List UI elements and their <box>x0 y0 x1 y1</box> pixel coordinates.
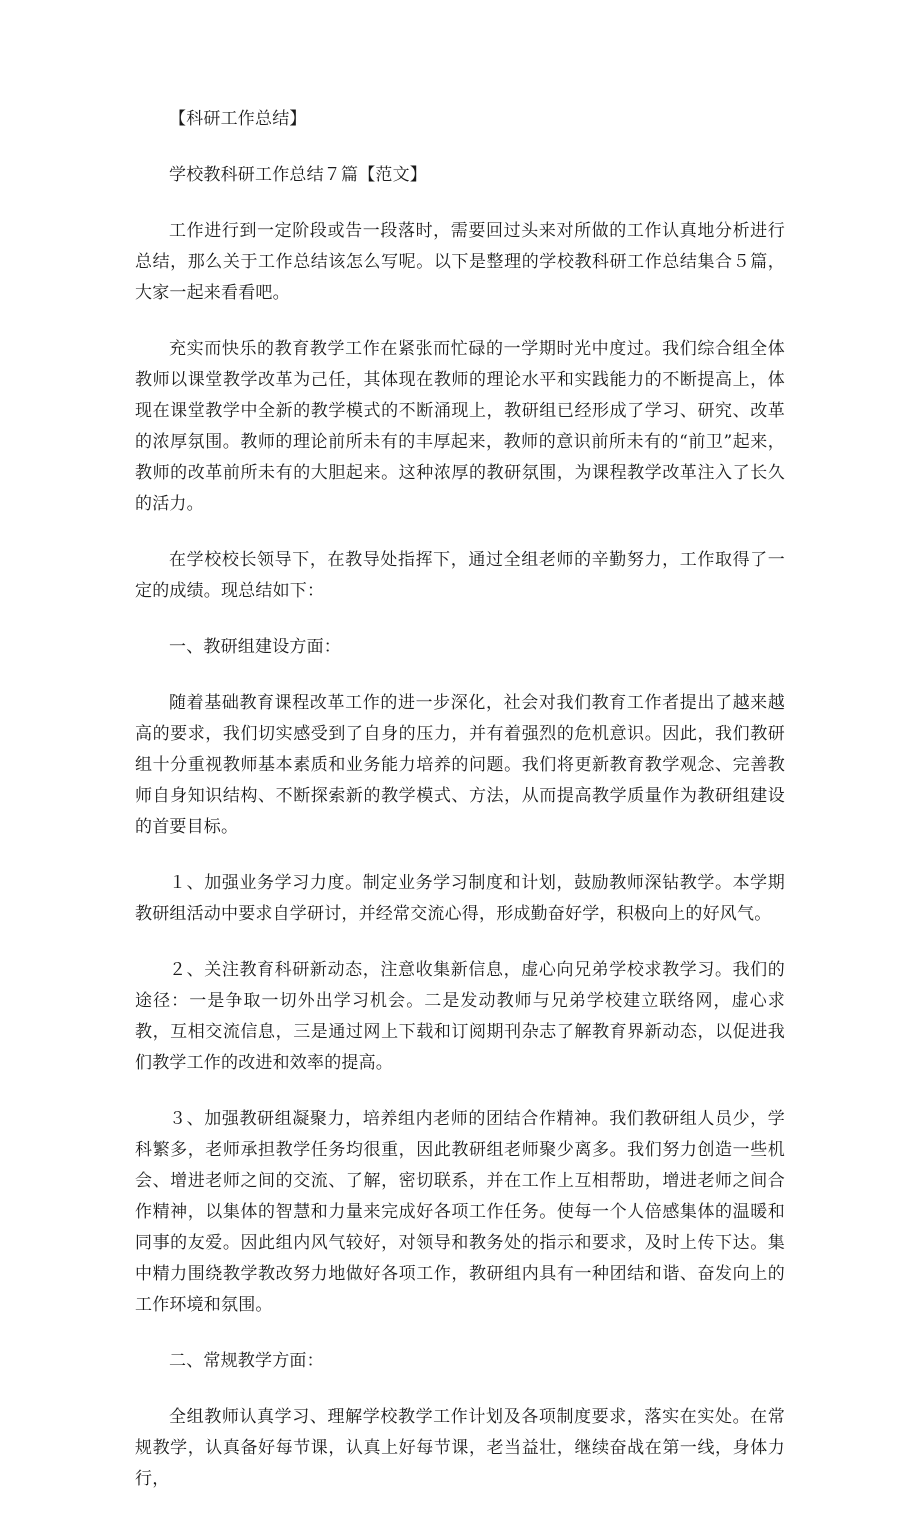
intro-paragraph: 工作进行到一定阶段或告一段落时，需要回过头来对所做的工作认真地分析进行总结，那么关于工作总结该怎么写呢。以下是整理的学校教科研工作总结集合５篇，大家一起来看看吧。 <box>135 221 785 303</box>
section-2-paragraph: 全组教师认真学习、理解学校教学工作计划及各项制度要求，落实在实处。在常规教学，认真备好每节课，认真上好每节课，老当益壮，继续奋战在第一线，身体力行， <box>135 1407 785 1489</box>
item-3-paragraph: ３、加强教研组凝聚力，培养组内老师的团结合作精神。我们教研组人员少，学科繁多，老师承担教学任务均很重，因此教研组老师聚少离多。我们努力创造一些机会、增进老师之间的交流、了解，密切联系，并在工作上互相帮助，增进老师之间合作精神，以集体的智慧和力量来完成好各项工作任务。使每一个人倍感集体的温暖和同事的友爱。因此组内风气较好，对领导和教务处的指示和要求，及时上传下达。集中精力围绕教学教改努力地做好各项工作，教研组内具有一种团结和谐、奋发向上的工作环境和氛围。 <box>135 1109 785 1315</box>
document-subtitle: 学校教科研工作总结７篇【范文】 <box>169 165 427 185</box>
document-body <box>135 104 785 1520</box>
section-1-paragraph: 随着基础教育课程改革工作的进一步深化，社会对我们教育工作者提出了越来越高的要求，我们切实感受到了自身的压力，并有着强烈的危机意识。因此，我们教研组十分重视教师基本素质和业务能力培养的问题。我们将更新教育教学观念、完善教师自身知识结构、不断探索新的教学模式、方法，从而提高教学质量作为教研组建设的首要目标。 <box>135 693 785 837</box>
category-title: 【科研工作总结】 <box>169 109 307 129</box>
item-2-paragraph: ２、关注教育科研新动态，注意收集新信息，虚心向兄弟学校求教学习。我们的途径：一是争取一切外出学习机会。二是发动教师与兄弟学校建立联络网，虚心求教，互相交流信息，三是通过网上下载和订阅期刊杂志了解教育界新动态，以促进我们教学工作的改进和效率的提高。 <box>135 960 785 1073</box>
summary-paragraph: 充实而快乐的教育教学工作在紧张而忙碌的一学期时光中度过。我们综合组全体教师以课堂教学改革为己任，其体现在教师的理论水平和实践能力的不断提高上，体现在课堂教学中全新的教学模式的不断涌现上，教研组已经形成了学习、研究、改革的浓厚氛围。教师的理论前所未有的丰厚起来，教师的意识前所未有的“前卫”起来，教师的改革前所未有的大胆起来。这种浓厚的教研氛围，为课程教学改革注入了长久的活力。 <box>135 339 785 514</box>
leadership-paragraph: 在学校校长领导下，在教导处指挥下，通过全组老师的辛勤努力，工作取得了一定的成绩。现总结如下： <box>135 550 785 601</box>
section-heading-2: 二、常规教学方面： <box>169 1351 324 1371</box>
item-1-paragraph: １、加强业务学习力度。制定业务学习制度和计划，鼓励教师深钻教学。本学期教研组活动中要求自学研讨，并经常交流心得，形成勤奋好学，积极向上的好风气。 <box>135 873 785 924</box>
section-heading-1: 一、教研组建设方面： <box>169 637 341 657</box>
